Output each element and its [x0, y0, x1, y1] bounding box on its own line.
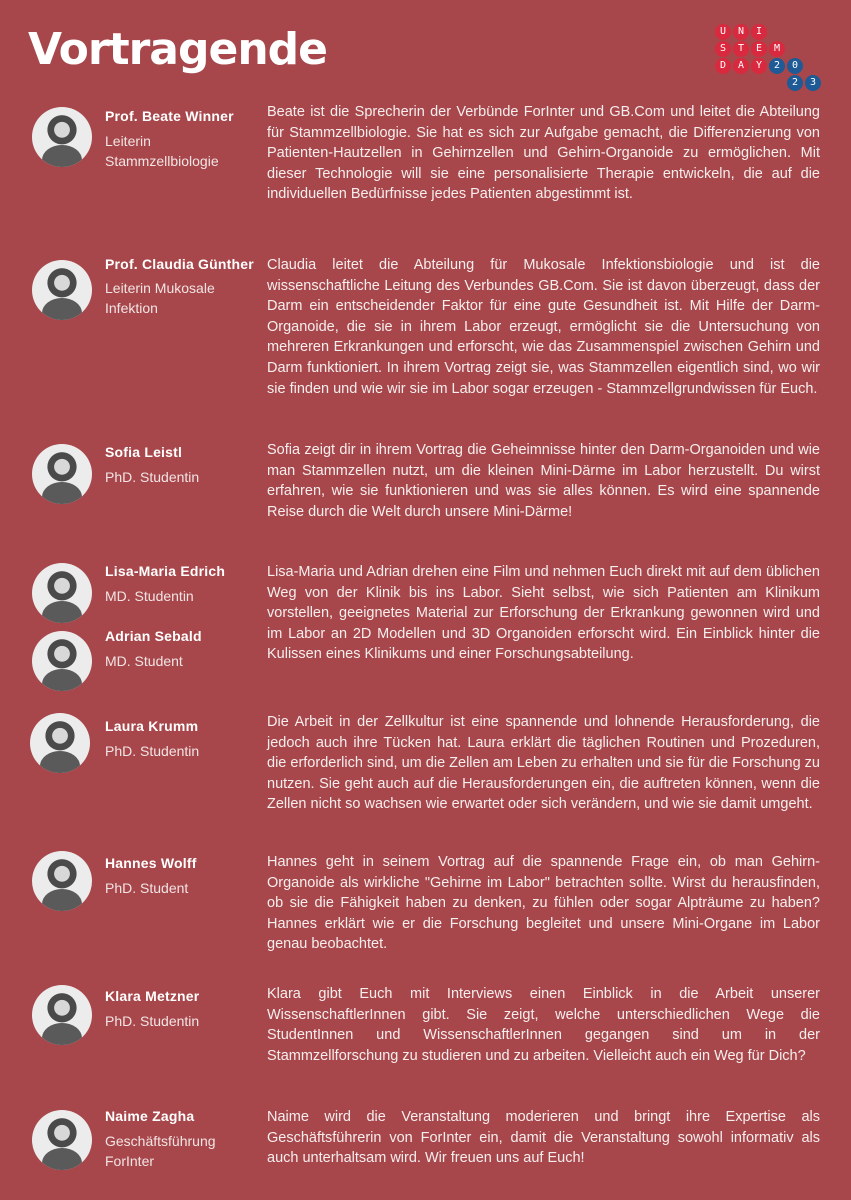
logo-letter: 3 — [805, 75, 821, 91]
speaker-description: Die Arbeit in der Zellkultur ist eine spannende und lohnende Herausforderung, die jedoch auch ihre Tücken hat. Laura erklärt die täglichen Routinen und Prozeduren, die erforderlich sind, um die Zellen am Leben zu erhalten und sie für die Forschung zu nutzen. Sie geht auch auf die Herausforderungen ein, die auftreten können, wenn die Zellen nicht so wachsen wie erwartet oder sich verändern, und wie sie damit umgeht. — [267, 714, 820, 813]
speaker-name-2: Adrian Sebald — [105, 628, 202, 644]
logo-letter: 2 — [769, 58, 785, 74]
speaker-role: Geschäftsführung ForInter — [105, 1133, 216, 1169]
speaker-role: Leiterin Stammzellbiologie — [105, 133, 219, 169]
speaker-name: Lisa-Maria Edrich — [105, 563, 226, 579]
speaker-role: Leiterin Mukosale Infektion — [105, 280, 215, 316]
speaker-photo — [32, 563, 92, 623]
logo-letter: A — [733, 58, 749, 74]
speaker-description: Claudia leitet die Abteilung für Mukosale Infektionsbiologie und ist die wissenschaftliche Leitung des Verbundes GB.Com. Sie ist davon überzeugt, dass der Darm ein entscheidender Faktor für eine gute Gesundheit ist. Mit Hilfe der Darm-Organoide, die sie in ihrem Labor erzeugt, ermöglicht sie die Untersuchung von mehreren Erkrankungen und erforscht, wie das Zusammenspiel zwischen Gehirn und Darm funktioniert. In ihrem Vortrag zeigt sie, was Stammzellen eigentlich sind, wo wir sie finden und wie wir sie im Labor sogar erzeugen - Stammzellgrundwissen für Euch. — [267, 257, 820, 397]
speaker-description: Lisa-Maria und Adrian drehen eine Film und nehmen Euch direkt mit auf dem üblichen Weg von der Klinik bis ins Labor. Sieht selbst, wie sich Patienten am Klinikum vorstellen, geeignetes Material zur Erforschung der Erkrankung gewonnen wird und im Labor an 2D Modellen und 3D Organoiden erforscht wird. Ein Einblick hinter die Kulissen eines Klinikums und einer Forschungsabteilung. — [267, 564, 820, 663]
speaker-name: Laura Krumm — [105, 718, 199, 734]
speaker-name: Sofia Leistl — [105, 444, 183, 460]
page-title: Vortragende — [28, 24, 327, 75]
speaker-description: Klara gibt Euch mit Interviews einen Einblick in die Arbeit unserer WissenschaftlerInnen gibt. Sie zeigt, welche unterschiedlichen Wege die StudentInnen und WissenschaftlerInnen gegangen sind um in der Stammzellforschung zu studieren und zu arbeiten. Vielleicht auch ein Weg für Dich? — [267, 986, 820, 1064]
speaker-description: Sofia zeigt dir in ihrem Vortrag die Geheimnisse hinter den Darm-Organoiden und wie man Stammzellen nutzt, um die kleinen Mini-Därme im Labor herzustellt. Du wirst erfahren, wie sie funktionieren und was sie alles können. Es wird eine spannende Reise durch die Welt durch unsere Mini-Därme! — [267, 442, 820, 520]
speaker-role: PhD. Studentin — [105, 469, 200, 485]
logo-letter: I — [751, 24, 767, 40]
speaker-role: PhD. Studentin — [105, 743, 200, 759]
speaker-photo — [32, 851, 92, 911]
speaker-photo — [32, 1110, 92, 1170]
logo-letter: M — [769, 41, 785, 57]
logo-letter: 0 — [787, 58, 803, 74]
speaker-photo — [30, 713, 90, 773]
speaker-name: Naime Zagha — [105, 1108, 195, 1124]
speaker-role: MD. Studentin — [105, 588, 194, 604]
speaker-photo — [32, 985, 92, 1045]
logo-letter: 2 — [787, 75, 803, 91]
speaker-role: PhD. Studentin — [105, 1013, 200, 1029]
logo-letter: Y — [751, 58, 767, 74]
speaker-role-2: MD. Student — [105, 653, 183, 669]
logo-letter: D — [715, 58, 731, 74]
speaker-photo — [32, 107, 92, 167]
speaker-name: Klara Metzner — [105, 988, 200, 1004]
logo-letter: S — [715, 41, 731, 57]
speaker-role: PhD. Student — [105, 880, 189, 896]
speaker-name: Hannes Wolff — [105, 855, 197, 871]
logo-letter: T — [733, 41, 749, 57]
speaker-description: Beate ist die Sprecherin der Verbünde ForInter und GB.Com und leitet die Abteilung für Stammzellbiologie. Sie hat es sich zur Aufgabe gemacht, die Differenzierung von Patienten-Hautzellen in Gehirnzellen und Gehirn-Organoide zu ermöglichen. Mit dieser Technologie will sie eine personalisierte Therapie entwickeln, die auf die individuellen Bedürfnisse jedes Patienten abgestimmt ist. — [267, 104, 820, 203]
unistemday-logo — [715, 24, 819, 94]
speaker-photo — [32, 260, 92, 320]
speaker-description: Hannes geht in seinem Vortrag auf die spannende Frage ein, ob man Gehirn-Organoide als wirkliche "Gehirne im Labor" betrachten sollte. Wirst du herausfinden, ob sie die Fähigkeit haben zu denken, zu fühlen oder sogar Alpträume zu haben? Hannes erklärt wie er die Forschung begleitet und unsere Mini-Organe im Labor genau beobachtet. — [267, 854, 820, 953]
speaker-photo — [32, 444, 92, 504]
speaker-photo-2 — [32, 631, 92, 691]
speaker-name: Prof. Claudia Günther — [105, 256, 254, 272]
speaker-description: Naime wird die Veranstaltung moderieren und bringt ihre Expertise als Geschäftsführerin von ForInter ein, damit die Veranstaltung sowohl informativ als auch unterhaltsam wird. Wir freuen uns auf Euch! — [267, 1109, 820, 1167]
speaker-name: Prof. Beate Winner — [105, 108, 234, 124]
logo-letter: N — [733, 24, 749, 40]
logo-letter: E — [751, 41, 767, 57]
logo-letter: U — [715, 24, 731, 40]
